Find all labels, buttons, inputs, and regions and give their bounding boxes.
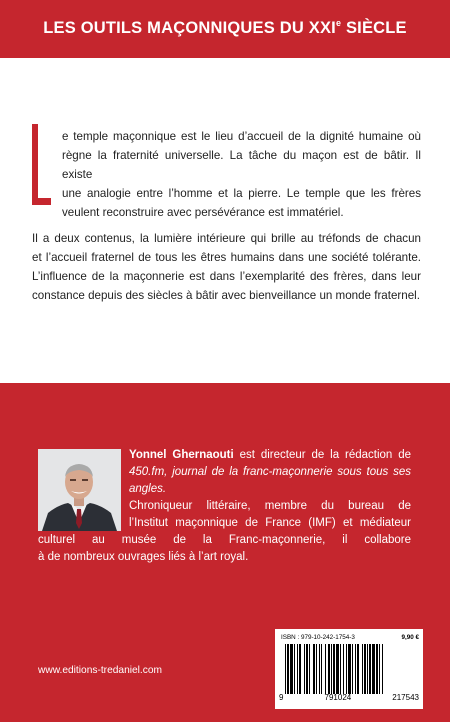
blurb-line: constance depuis des siècles à bâtir avec bienveillance un monde fraternel. xyxy=(32,289,420,302)
barcode-bar xyxy=(336,644,339,694)
barcode-bar xyxy=(328,644,330,694)
author-bio-line: 450.fm, journal de la franc-maçonnerie sous tous ses xyxy=(129,466,411,478)
blurb-line: L’influence de la maçonnerie est dans l’exemplarité des frères, dans leur xyxy=(32,270,421,283)
blurb-line: et l’accueil fraternel de tous les êtres humains dans une société tolérante. xyxy=(32,251,421,264)
barcode-bar xyxy=(376,644,378,694)
barcode-bar xyxy=(355,644,356,694)
barcode-bar xyxy=(346,644,347,694)
blurb-line: e temple maçonnique est le lieu d’accueil de la dignité humaine où xyxy=(62,130,421,143)
author-bio-line: angles. xyxy=(129,483,167,495)
barcode-bar xyxy=(285,644,286,694)
barcode-bar xyxy=(325,644,326,694)
barcode-bar xyxy=(367,644,368,694)
author-bio-line: Yonnel Ghernaouti est directeur de la rédaction de xyxy=(129,449,411,461)
barcode-bar xyxy=(364,644,366,694)
barcode-bar xyxy=(333,644,335,694)
barcode-bar xyxy=(379,644,380,694)
barcode-bar xyxy=(306,644,308,694)
barcode-bar xyxy=(299,644,301,694)
barcode-bar xyxy=(304,644,305,694)
series-title: LES OUTILS MAÇONNIQUES DU XXIe SIÈCLE xyxy=(43,18,407,37)
barcode-bar xyxy=(290,644,293,694)
barcode-bar xyxy=(297,644,298,694)
barcode-bar xyxy=(340,644,341,694)
barcode-bar xyxy=(309,644,310,694)
publisher-url[interactable]: www.editions-tredaniel.com xyxy=(38,665,163,676)
barcode-bar xyxy=(362,644,363,694)
barcode-bar xyxy=(357,644,359,694)
barcode-bar xyxy=(319,644,320,694)
blurb-line: Il a deux contenus, la lumière intérieure qui brille au tréfonds de chacun xyxy=(32,232,421,245)
author-name: Yonnel Ghernaouti xyxy=(129,449,234,461)
price-label: 9,90 € xyxy=(401,634,419,641)
barcode-bar xyxy=(313,644,315,694)
isbn-label: ISBN : 979-10-242-1754-3 xyxy=(281,634,355,641)
barcode-bar xyxy=(316,644,317,694)
author-bio xyxy=(38,447,411,566)
barcode-bar xyxy=(294,644,295,694)
barcode xyxy=(285,644,415,694)
barcode-bar xyxy=(287,644,289,694)
barcode-bar xyxy=(321,644,322,694)
blurb-line: règne la fraternité universelle. La tâche du maçon est de bâtir. Il existe xyxy=(62,149,421,181)
barcode-bar xyxy=(369,644,371,694)
author-bio-line: à de nombreux ouvrages liés à l’art royal. xyxy=(38,551,249,563)
barcode-digits: 9 791024 217543 xyxy=(279,693,419,702)
back-cover-blurb xyxy=(32,127,421,305)
barcode-bar xyxy=(382,644,383,694)
barcode-bar xyxy=(372,644,375,694)
blurb-line: une analogie entre l’homme et la pierre. Le temple que les frères xyxy=(62,187,421,200)
barcode-bar xyxy=(343,644,344,694)
blurb-line: veulent reconstruire avec persévérance est immatériel. xyxy=(62,206,344,219)
isbn-barcode-box xyxy=(275,629,423,709)
barcode-bar xyxy=(331,644,332,694)
barcode-bar xyxy=(348,644,351,694)
author-bio-line: l’Institut maçonnique de France (IMF) et médiateur xyxy=(129,517,411,529)
author-bio-line: culturel au musée de la Franc-maçonnerie, il collabore xyxy=(38,534,411,546)
barcode-bar xyxy=(352,644,353,694)
author-bio-line: Chroniqueur littéraire, membre du bureau de xyxy=(129,500,411,512)
isbn-line xyxy=(281,634,419,641)
